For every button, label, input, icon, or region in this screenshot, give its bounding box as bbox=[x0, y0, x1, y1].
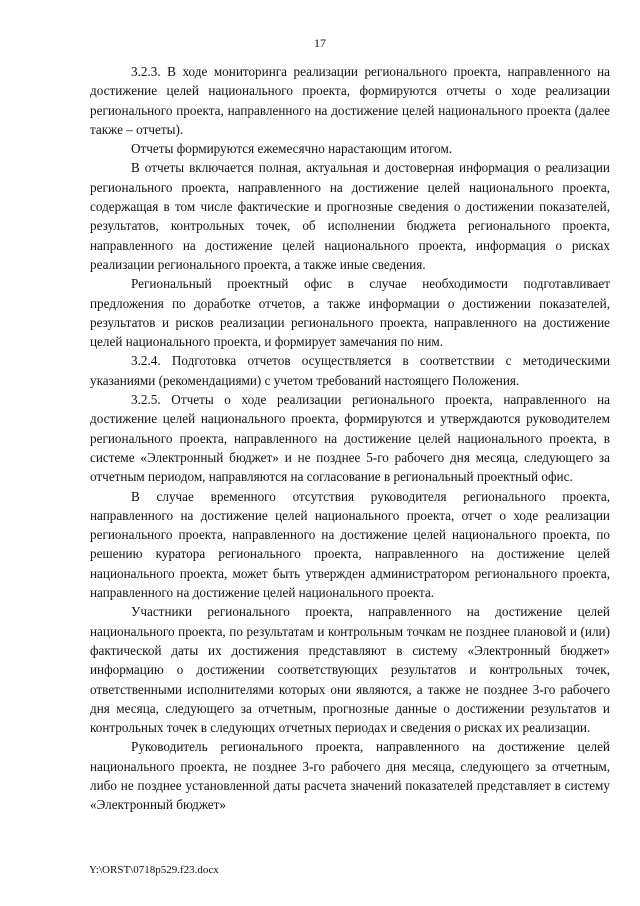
paragraph-project-head: Руководитель регионального проекта, направленного на достижение целей национального проекта, не позднее 3-го рабочего дня месяца, следующего за отчетным, либо не позднее установленной даты расчета значений показателей представляет в систему «Электронный бюджет» bbox=[90, 739, 610, 813]
paragraph-3-2-5: 3.2.5. Отчеты о ходе реализации регионального проекта, направленного на достижение целей национального проекта, формируются и утверждаются руководителем регионального проекта, направленного на достижение целей национального проекта, в системе «Электронный бюджет» и не позднее 5-го рабочего дня месяца, следующего за отчетным периодом, направляются на согласование в региональный проектный офис. bbox=[90, 392, 610, 485]
paragraph-3-2-3: 3.2.3. В ходе мониторинга реализации регионального проекта, направленного на достижение целей национального проекта, формируются отчеты о ходе реализации регионального проекта, направленного на достижение целей национального проекта (далее также – отчеты). bbox=[90, 64, 610, 137]
document-body bbox=[90, 62, 610, 815]
paragraph-participants: Участники регионального проекта, направленного на достижение целей национального проекта, по результатам и контрольным точкам не позднее плановой и (или) фактической даты их достижения представляют в систему «Электронный бюджет» информацию о достижении соответствующих результатов и контрольных точек, ответственными исполнителями которых они являются, а также не позднее 3-го рабочего дня месяца, следующего за отчетным, прогнозные данные о достижении результатов и контрольных точек в следующих отчетных периодах и сведения о рисках их реализации. bbox=[90, 604, 610, 736]
footer-file-path: Y:\ORST\0718p529.f23.docx bbox=[89, 864, 219, 876]
paragraph-project-office: Региональный проектный офис в случае необходимости подготавливает предложения по доработке отчетов, а также информации о достижении показателей, результатов и рисков реализации регионального проекта, направленного на достижение целей национального проекта, и формирует замечания по ним. bbox=[90, 276, 610, 350]
paragraph-report-content: В отчеты включается полная, актуальная и достоверная информация о реализации регионального проекта, направленного на достижение целей национального проекта, содержащая в том числе фактические и прогнозные сведения о достижении показателей, результатов, контрольных точек, об исполнении бюджета регионального проекта, направленного на достижение целей национального проекта, информация о рисках реализации регионального проекта, а также иные сведения. bbox=[90, 160, 610, 272]
paragraph-temporary-absence: В случае временного отсутствия руководителя регионального проекта, направленного на достижение целей национального проекта, отчет о ходе реализации регионального проекта, направленного на достижение целей национального проекта, по решению куратора регионального проекта, направленного на достижение целей национального проекта, может быть утвержден администратором регионального проекта, направленного на достижение целей национального проекта. bbox=[90, 488, 610, 601]
paragraph-reports-monthly: Отчеты формируются ежемесячно нарастающим итогом. bbox=[131, 141, 453, 157]
paragraph-3-2-4: 3.2.4. Подготовка отчетов осуществляется в соответствии с методическими указаниями (рекомендациями) с учетом требований настоящего Положения. bbox=[90, 353, 610, 388]
page-number: 17 bbox=[314, 36, 326, 50]
